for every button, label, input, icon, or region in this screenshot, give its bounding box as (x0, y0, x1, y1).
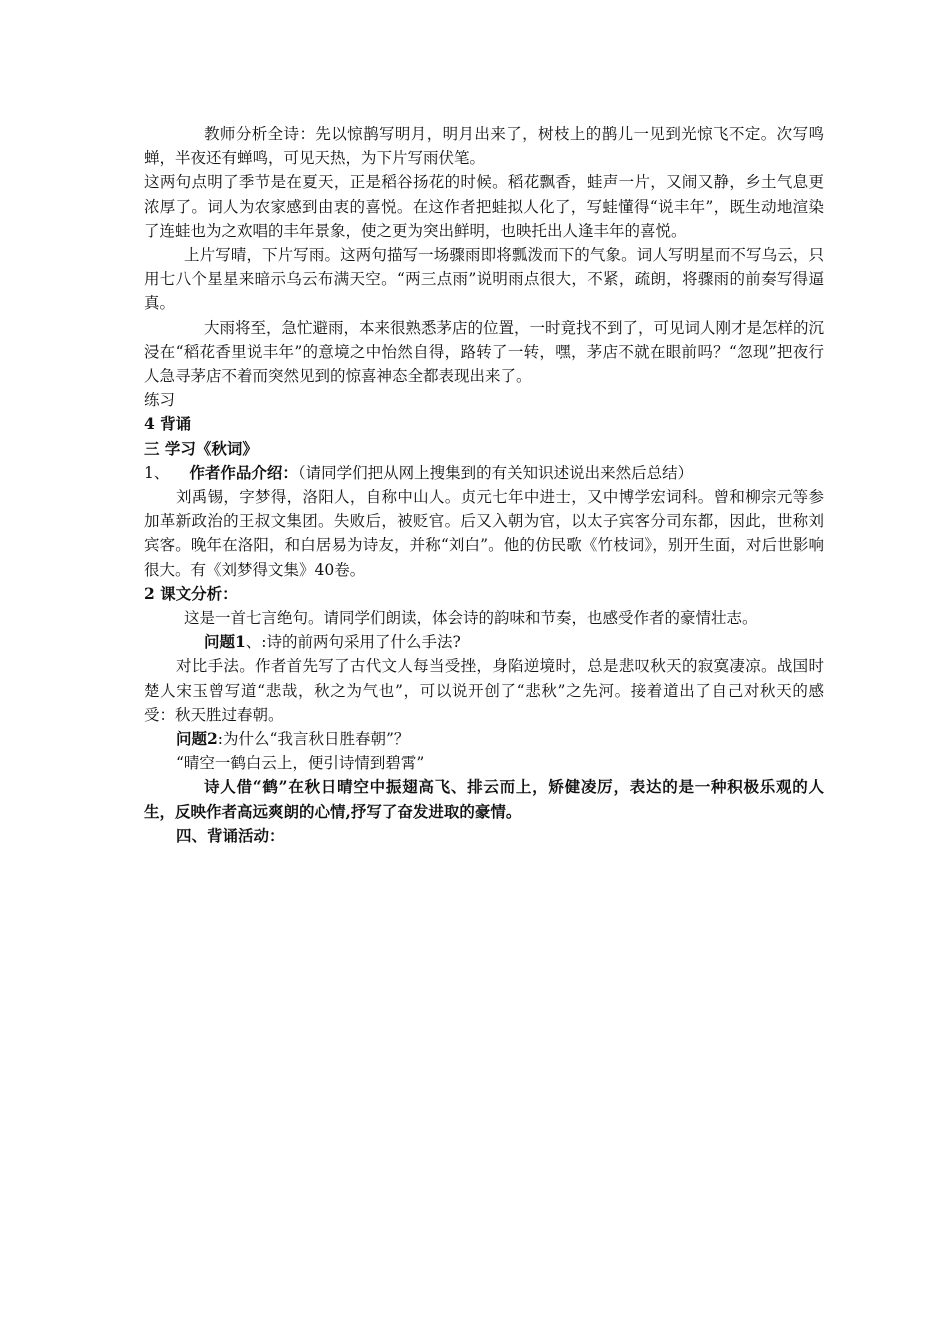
analysis-heading: 2 课文分析： (144, 583, 238, 603)
answer-two: 诗人借“鹤”在秋日晴空中振翅高飞、排云而上，矫健凌厉，表达的是一种积极乐观的人生，反映作者高远爽朗的心情,抒写了奋发进取的豪情。 (144, 777, 824, 821)
paragraph-rain: 大雨将至，急忙避雨，本来很熟悉茅店的位置，一时竟找不到了，可见词人刚才是怎样的沉浸在“稻花香里说丰年”的意境之中怡然自得，路转了一转，嘿，茅店不就在眼前吗？“忽现”把夜行人急寻茅店不着而突然见到的惊喜神态全都表现出来了。 (144, 318, 825, 386)
author-intro-label: 作者作品介绍： (189, 462, 298, 482)
paragraph-upper-lower: 上片写晴，下片写雨。这两句描写一场骤雨即将瓢泼而下的气象。词人写明星而不写乌云，只用七八个星星来暗示乌云布满天空。“两三点雨”说明雨点很大，不紧，疏朗，将骤雨的前奏写得逼真。 (144, 246, 824, 313)
poem-quote: “晴空一鹤白云上，便引诗情到碧霄” (176, 754, 425, 773)
paragraph-season: 这两句点明了季节是在夏天，正是稻谷扬花的时候。稻花飘香，蛙声一片，又闹又静，乡土气息更浓厚了。词人为农家感到由衷的喜悦。在这作者把蛙拟人化了，写蛙懂得“说丰年”，既生动地渲染了连蛙也为之欢唱的丰年景象，使之更为突出鲜明，也映托出人逢丰年的喜悦。 (144, 173, 824, 240)
author-biography: 刘禹锡，字梦得，洛阳人，自称中山人。贞元七年中进士，又中博学宏词科。曾和柳宗元等参加革新政治的王叔文集团。失败后，被贬官。后又入朝为官，以太子宾客分司东都，因此，世称刘宾客。晚年在洛阳，和白居易为诗友，并称“刘白”。他的仿民歌《竹枝词》，别开生面，对后世影响很大。有《刘梦得文集》40卷。 (144, 488, 824, 579)
paragraph-teacher-analysis: 教师分析全诗：先以惊鹊写明月，明月出来了，树枝上的鹊儿一见到光惊飞不定。次写鸣蝉，半夜还有蝉鸣，可见天热，为下片写雨伏笔。 (144, 125, 824, 168)
question-two (144, 727, 824, 751)
question-one-text: 、:诗的前两句采用了什么手法? (245, 633, 461, 652)
document-body (144, 122, 824, 848)
author-intro-line (144, 461, 824, 485)
question-two-label: 问题2 (176, 729, 218, 749)
section-four-heading: 四、背诵活动： (176, 825, 285, 845)
question-one (144, 630, 824, 654)
section-three-heading: 三 学习《秋词》 (144, 438, 258, 458)
recite-heading: 4 背诵 (144, 414, 192, 434)
author-intro-number: 1、 (144, 463, 170, 482)
analysis-intro: 这是一首七言绝句。请同学们朗读，体会诗的韵味和节奏，也感受作者的豪情壮志。 (184, 609, 758, 628)
author-intro-note: （请同学们把从网上搜集到的有关知识述说出来然后总结） (297, 463, 694, 482)
question-one-label: 问题1 (204, 632, 246, 652)
answer-one: 对比手法。作者首先写了古代文人每当受挫，身陷逆境时，总是悲叹秋天的寂寞凄凉。战国时楚人宋玉曾写道“悲哉，秋之为气也”，可以说开创了“悲秋”之先河。接着道出了自己对秋天的感受：秋天胜过春朝。 (144, 657, 824, 724)
question-two-text: :为什么“我言秋日胜春朝”？ (217, 730, 410, 749)
exercise-label: 练习 (144, 391, 176, 410)
